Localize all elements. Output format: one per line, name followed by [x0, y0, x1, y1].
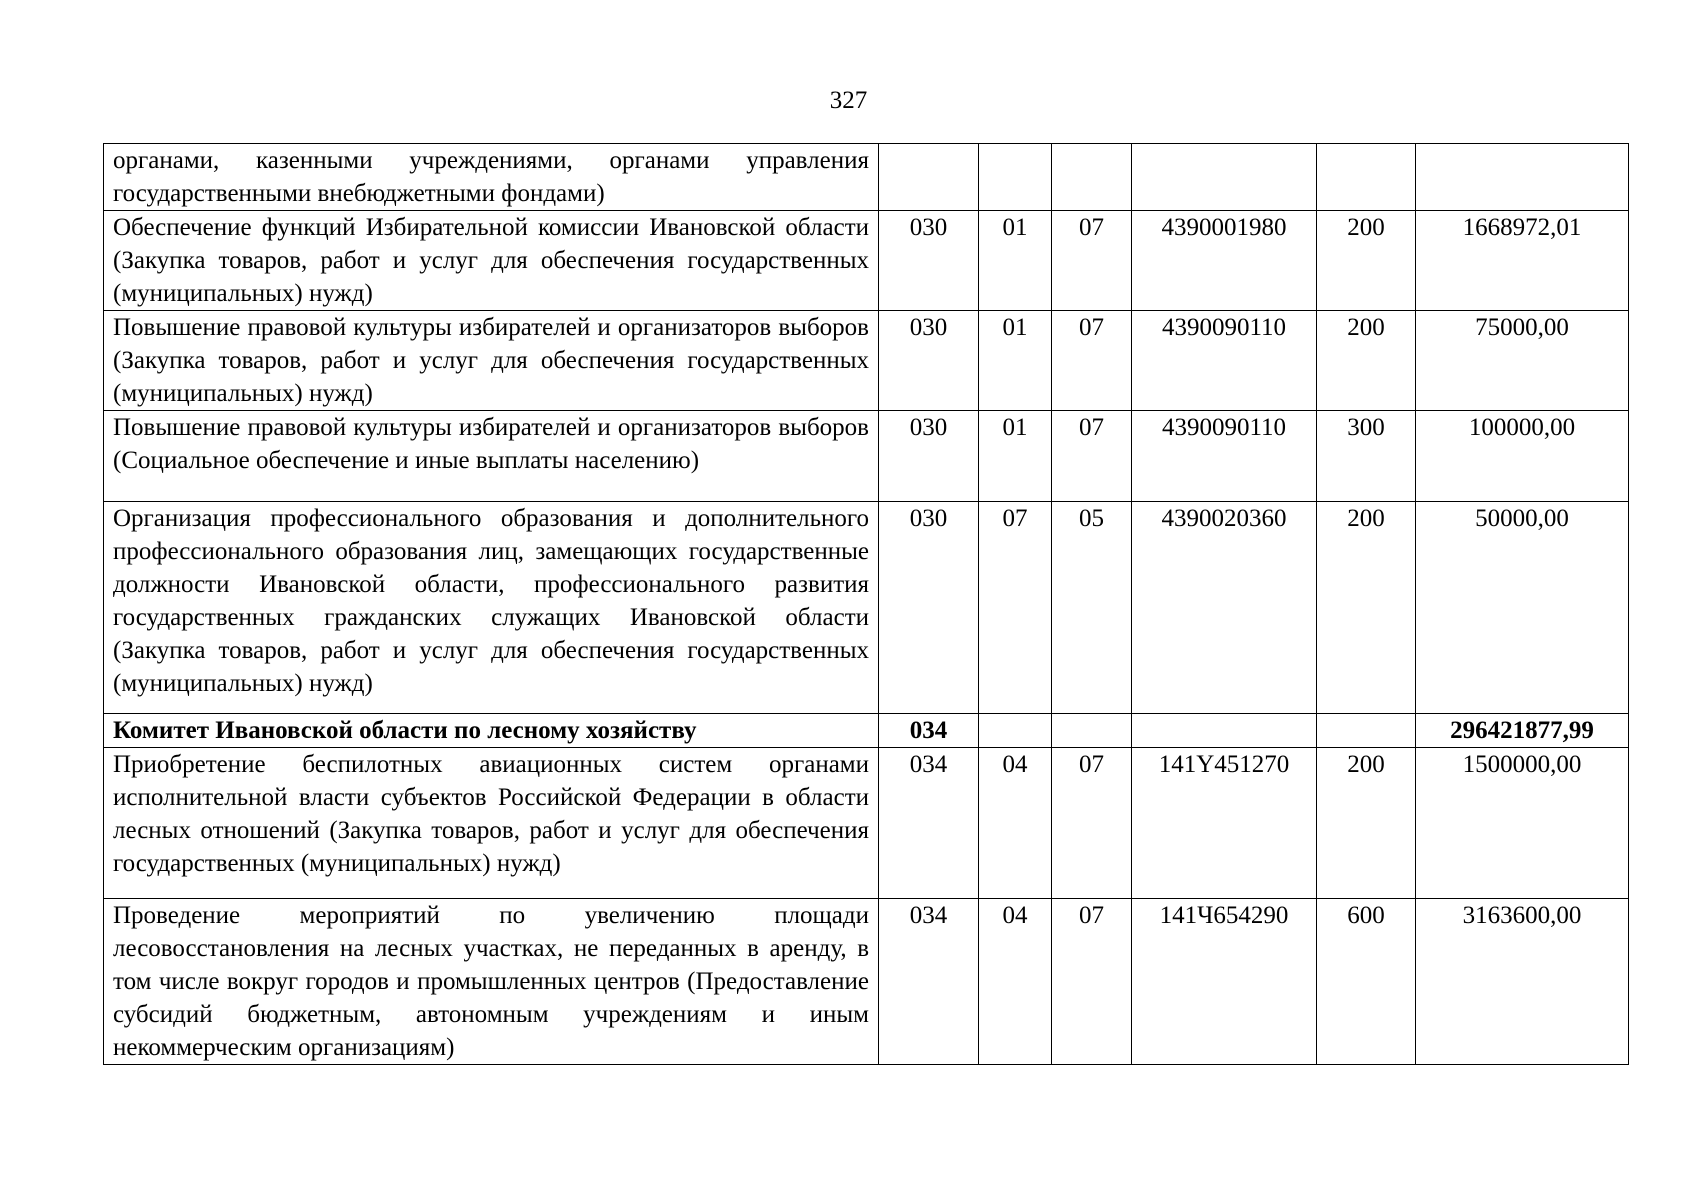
row-ministry-code: 030 — [879, 211, 979, 311]
row-expense-type-code: 200 — [1317, 311, 1416, 411]
table-row — [104, 502, 1629, 714]
table-row — [104, 311, 1629, 411]
row-amount: 100000,00 — [1416, 411, 1629, 502]
row-target-item-code — [1132, 714, 1317, 748]
row-section-code: 07 — [979, 502, 1052, 714]
row-description: Проведение мероприятий по увеличению площади лесовосстановления на лесных участках, не переданных в аренду, в том числе вокруг городов и промышленных центров (Предоставление субсидий бюджетным, автономным учреждениям и иным некоммерческим организациям) — [104, 899, 879, 1065]
row-ministry-code — [879, 144, 979, 211]
row-description: Повышение правовой культуры избирателей и организаторов выборов (Закупка товаров, работ и услуг для обеспечения государственных (муниципальных) нужд) — [104, 311, 879, 411]
budget-table — [103, 143, 1629, 1065]
row-ministry-code: 030 — [879, 311, 979, 411]
row-description: Приобретение беспилотных авиационных систем органами исполнительной власти субъектов Российской Федерации в области лесных отношений (Закупка товаров, работ и услуг для обеспечения государственных (муниципальных) нужд) — [104, 748, 879, 899]
row-subsection-code: 07 — [1052, 748, 1132, 899]
row-amount: 50000,00 — [1416, 502, 1629, 714]
row-description: органами, казенными учреждениями, органами управления государственными внебюджетными фондами) — [104, 144, 879, 211]
row-description: Комитет Ивановской области по лесному хозяйству — [104, 714, 879, 748]
row-ministry-code: 034 — [879, 748, 979, 899]
row-target-item-code: 141Y451270 — [1132, 748, 1317, 899]
table-row — [104, 144, 1629, 211]
row-ministry-code: 030 — [879, 411, 979, 502]
page-number: 327 — [829, 87, 868, 114]
row-expense-type-code — [1317, 144, 1416, 211]
row-target-item-code: 4390090110 — [1132, 411, 1317, 502]
row-amount: 1668972,01 — [1416, 211, 1629, 311]
row-amount: 75000,00 — [1416, 311, 1629, 411]
table-row — [104, 714, 1629, 748]
row-ministry-code: 030 — [879, 502, 979, 714]
row-ministry-code: 034 — [879, 899, 979, 1065]
row-section-code: 01 — [979, 311, 1052, 411]
row-expense-type-code: 200 — [1317, 502, 1416, 714]
row-subsection-code: 05 — [1052, 502, 1132, 714]
row-section-code — [979, 144, 1052, 211]
row-description: Повышение правовой культуры избирателей и организаторов выборов (Социальное обеспечение и иные выплаты населению) — [104, 411, 879, 502]
row-target-item-code: 141Ч654290 — [1132, 899, 1317, 1065]
table-row — [104, 211, 1629, 311]
table-row — [104, 411, 1629, 502]
row-subsection-code: 07 — [1052, 411, 1132, 502]
row-amount: 1500000,00 — [1416, 748, 1629, 899]
table-row — [104, 899, 1629, 1065]
row-ministry-code: 034 — [879, 714, 979, 748]
table-row — [104, 748, 1629, 899]
row-subsection-code — [1052, 144, 1132, 211]
row-amount: 296421877,99 — [1416, 714, 1629, 748]
row-subsection-code: 07 — [1052, 899, 1132, 1065]
row-description: Организация профессионального образования и дополнительного профессионального образования лиц, замещающих государственные должности Ивановской области, профессионального развития государственных гражданских служащих Ивановской области (Закупка товаров, работ и услуг для обеспечения государственных (муниципальных) нужд) — [104, 502, 879, 714]
row-expense-type-code: 200 — [1317, 211, 1416, 311]
row-section-code: 04 — [979, 899, 1052, 1065]
row-section-code — [979, 714, 1052, 748]
row-amount — [1416, 144, 1629, 211]
row-section-code: 01 — [979, 411, 1052, 502]
row-target-item-code — [1132, 144, 1317, 211]
row-section-code: 04 — [979, 748, 1052, 899]
row-expense-type-code — [1317, 714, 1416, 748]
table-body — [104, 144, 1629, 1065]
row-section-code: 01 — [979, 211, 1052, 311]
row-target-item-code: 4390090110 — [1132, 311, 1317, 411]
row-expense-type-code: 200 — [1317, 748, 1416, 899]
row-expense-type-code: 300 — [1317, 411, 1416, 502]
row-expense-type-code: 600 — [1317, 899, 1416, 1065]
row-description: Обеспечение функций Избирательной комиссии Ивановской области (Закупка товаров, работ и услуг для обеспечения государственных (муниципальных) нужд) — [104, 211, 879, 311]
row-subsection-code — [1052, 714, 1132, 748]
row-subsection-code: 07 — [1052, 311, 1132, 411]
row-target-item-code: 4390001980 — [1132, 211, 1317, 311]
row-amount: 3163600,00 — [1416, 899, 1629, 1065]
row-target-item-code: 4390020360 — [1132, 502, 1317, 714]
row-subsection-code: 07 — [1052, 211, 1132, 311]
